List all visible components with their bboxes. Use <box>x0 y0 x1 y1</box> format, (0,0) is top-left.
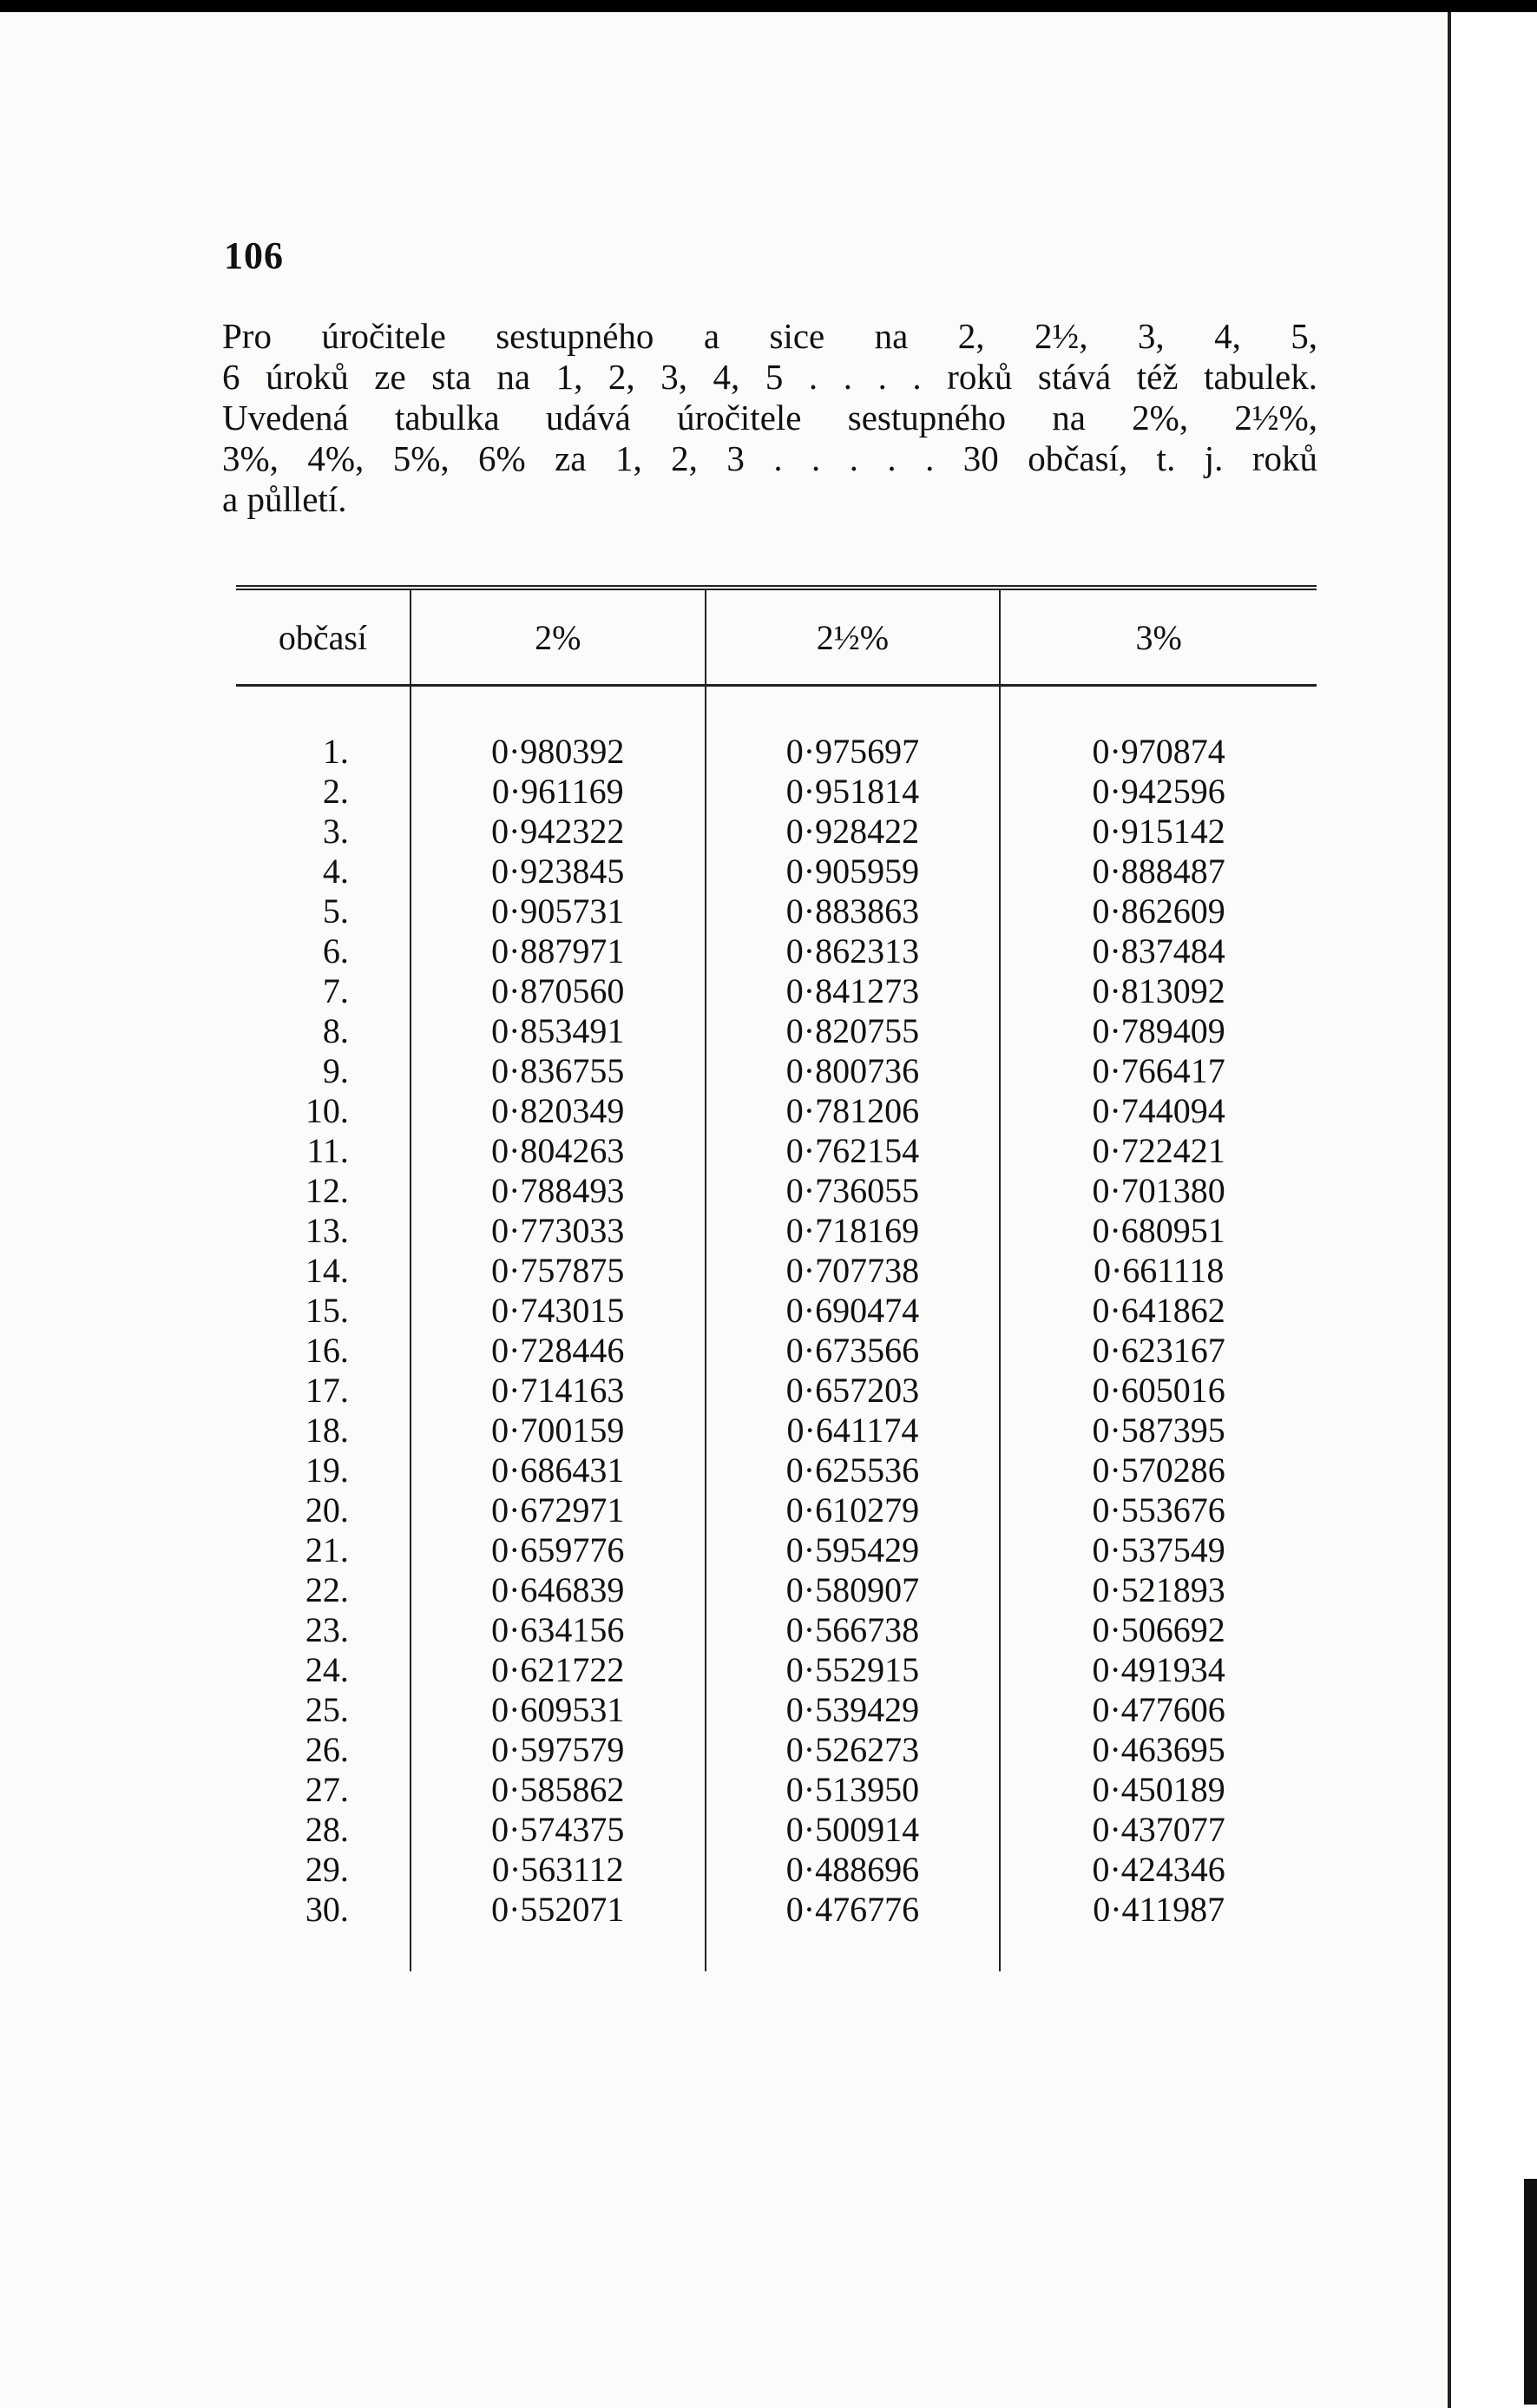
factor-cell: 0·450189 <box>1000 1770 1317 1810</box>
factor-cell: 0·707738 <box>706 1251 1001 1291</box>
factor-cell: 0·437077 <box>1000 1810 1317 1850</box>
factor-cell: 0·883863 <box>706 891 1001 931</box>
factor-cell: 0·773033 <box>411 1211 706 1251</box>
factor-cell: 0·476776 <box>706 1890 1001 1971</box>
factor-cell: 0·789409 <box>1000 1011 1317 1051</box>
factor-cell: 0·862313 <box>706 931 1001 971</box>
table-row <box>236 1251 1317 1291</box>
table-row <box>236 1690 1317 1730</box>
factor-cell: 0·743015 <box>411 1291 706 1331</box>
header-rate-2-5: 2½% <box>706 588 1001 686</box>
period-cell: 4. <box>322 852 349 891</box>
factor-cell: 0·500914 <box>706 1810 1001 1850</box>
factor-cell: 0·915142 <box>1000 812 1317 852</box>
factor-cell: 0·634156 <box>411 1610 706 1650</box>
table-row <box>236 1171 1317 1211</box>
table-row <box>236 772 1317 812</box>
factor-cell: 0·837484 <box>1000 931 1317 971</box>
table-row <box>236 1011 1317 1051</box>
factor-cell: 0·736055 <box>706 1171 1001 1211</box>
factor-cell: 0·641862 <box>1000 1291 1317 1331</box>
period-cell: 9. <box>322 1051 349 1090</box>
table-row <box>236 1131 1317 1171</box>
factor-cell: 0·905731 <box>411 891 706 931</box>
factor-cell: 0·862609 <box>1000 891 1317 931</box>
factor-cell: 0·970874 <box>1000 686 1317 773</box>
intro-line: a půlletí. <box>222 479 347 519</box>
factor-cell: 0·424346 <box>1000 1850 1317 1890</box>
table-row <box>236 1091 1317 1131</box>
factor-cell: 0·718169 <box>706 1211 1001 1251</box>
factor-cell: 0·552915 <box>706 1650 1001 1690</box>
factor-cell: 0·587395 <box>1000 1411 1317 1451</box>
factor-cell: 0·690474 <box>706 1291 1001 1331</box>
table-row <box>236 1211 1317 1251</box>
factor-cell: 0·942596 <box>1000 772 1317 812</box>
period-cell: 30. <box>305 1890 349 1929</box>
factor-cell: 0·870560 <box>411 971 706 1011</box>
factor-cell: 0·513950 <box>706 1770 1001 1810</box>
table-row <box>236 931 1317 971</box>
period-cell: 22. <box>305 1570 349 1609</box>
table-row <box>236 1331 1317 1371</box>
factor-cell: 0·700159 <box>411 1411 706 1451</box>
table-header-row <box>236 588 1317 686</box>
table-row <box>236 971 1317 1011</box>
factor-cell: 0·657203 <box>706 1371 1001 1411</box>
period-cell: 21. <box>305 1530 349 1569</box>
table-row <box>236 1371 1317 1411</box>
factor-cell: 0·623167 <box>1000 1331 1317 1371</box>
factor-cell: 0·488696 <box>706 1850 1001 1890</box>
discount-factor-table <box>236 585 1317 1971</box>
factor-cell: 0·659776 <box>411 1530 706 1570</box>
table-row <box>236 1770 1317 1810</box>
header-rate-2: 2% <box>411 588 706 686</box>
period-cell: 17. <box>305 1371 349 1410</box>
factor-cell: 0·888487 <box>1000 852 1317 891</box>
table-row <box>236 1490 1317 1530</box>
table-row <box>236 1411 1317 1451</box>
factor-cell: 0·744094 <box>1000 1091 1317 1131</box>
table-row <box>236 686 1317 773</box>
period-cell: 24. <box>305 1650 349 1689</box>
factor-cell: 0·980392 <box>411 686 706 773</box>
period-cell: 3. <box>322 812 349 851</box>
factor-cell: 0·722421 <box>1000 1131 1317 1171</box>
period-cell: 19. <box>305 1451 349 1490</box>
factor-cell: 0·961169 <box>411 772 706 812</box>
factor-cell: 0·820755 <box>706 1011 1001 1051</box>
factor-cell: 0·728446 <box>411 1331 706 1371</box>
page-number: 106 <box>224 234 284 277</box>
table-body <box>236 686 1317 1972</box>
period-cell: 28. <box>305 1810 349 1849</box>
factor-cell: 0·580907 <box>706 1570 1001 1610</box>
book-page <box>0 12 1451 2408</box>
factor-cell: 0·928422 <box>706 812 1001 852</box>
factor-cell: 0·621722 <box>411 1650 706 1690</box>
factor-cell: 0·766417 <box>1000 1051 1317 1091</box>
factor-cell: 0·836755 <box>411 1051 706 1091</box>
factor-cell: 0·813092 <box>1000 971 1317 1011</box>
factor-cell: 0·781206 <box>706 1091 1001 1131</box>
table-row <box>236 1570 1317 1610</box>
table-row <box>236 1051 1317 1091</box>
factor-cell: 0·887971 <box>411 931 706 971</box>
period-cell: 6. <box>322 931 349 970</box>
intro-line: Pro úročitele sestupného a sice na 2, 2½, 3, 4, 5, <box>222 316 1317 356</box>
factor-cell: 0·942322 <box>411 812 706 852</box>
period-cell: 14. <box>305 1251 349 1290</box>
period-cell: 2. <box>322 772 349 811</box>
factor-cell: 0·566738 <box>706 1610 1001 1650</box>
factor-cell: 0·574375 <box>411 1810 706 1850</box>
factor-cell: 0·853491 <box>411 1011 706 1051</box>
period-cell: 15. <box>305 1291 349 1330</box>
factor-cell: 0·641174 <box>706 1411 1001 1451</box>
intro-line: Uvedená tabulka udává úročitele sestupného na 2%, 2½%, <box>222 398 1317 438</box>
period-cell: 23. <box>305 1610 349 1649</box>
factor-cell: 0·597579 <box>411 1730 706 1770</box>
period-cell: 8. <box>322 1011 349 1050</box>
factor-cell: 0·661118 <box>1000 1251 1317 1291</box>
period-cell: 10. <box>305 1091 349 1130</box>
table-row <box>236 1810 1317 1850</box>
factor-cell: 0·605016 <box>1000 1371 1317 1411</box>
factor-cell: 0·411987 <box>1000 1890 1317 1971</box>
factor-cell: 0·625536 <box>706 1451 1001 1490</box>
period-cell: 11. <box>306 1131 349 1170</box>
factor-cell: 0·672971 <box>411 1490 706 1530</box>
factor-cell: 0·804263 <box>411 1131 706 1171</box>
period-cell: 18. <box>305 1411 349 1450</box>
factor-cell: 0·521893 <box>1000 1570 1317 1610</box>
factor-cell: 0·585862 <box>411 1770 706 1810</box>
factor-cell: 0·714163 <box>411 1371 706 1411</box>
factor-cell: 0·788493 <box>411 1171 706 1211</box>
period-cell: 25. <box>305 1690 349 1729</box>
factor-cell: 0·757875 <box>411 1251 706 1291</box>
factor-cell: 0·923845 <box>411 852 706 891</box>
intro-line: 3%, 4%, 5%, 6% za 1, 2, 3 . . . . . 30 občasí, t. j. roků <box>222 438 1317 478</box>
factor-cell: 0·506692 <box>1000 1610 1317 1650</box>
factor-cell: 0·905959 <box>706 852 1001 891</box>
factor-cell: 0·646839 <box>411 1570 706 1610</box>
header-period: občasí <box>236 588 411 686</box>
table-row <box>236 891 1317 931</box>
table-row <box>236 852 1317 891</box>
table-row <box>236 812 1317 852</box>
factor-cell: 0·820349 <box>411 1091 706 1131</box>
factor-cell: 0·680951 <box>1000 1211 1317 1251</box>
factor-cell: 0·841273 <box>706 971 1001 1011</box>
page-edge-shadow <box>1524 2179 1537 2405</box>
period-cell: 26. <box>305 1730 349 1769</box>
header-rate-3: 3% <box>1000 588 1317 686</box>
table-row <box>236 1451 1317 1490</box>
table-row <box>236 1650 1317 1690</box>
period-cell: 7. <box>322 971 349 1010</box>
period-cell: 12. <box>305 1171 349 1210</box>
factor-cell: 0·552071 <box>411 1890 706 1971</box>
table-row <box>236 1530 1317 1570</box>
factor-cell: 0·537549 <box>1000 1530 1317 1570</box>
factor-cell: 0·570286 <box>1000 1451 1317 1490</box>
factor-cell: 0·610279 <box>706 1490 1001 1530</box>
factor-cell: 0·563112 <box>411 1850 706 1890</box>
factor-cell: 0·701380 <box>1000 1171 1317 1211</box>
intro-paragraph <box>222 316 1317 520</box>
period-cell: 16. <box>305 1331 349 1370</box>
intro-line: 6 úroků ze sta na 1, 2, 3, 4, 5 . . . . roků stává též tabulek. <box>222 357 1317 397</box>
factor-cell: 0·595429 <box>706 1530 1001 1570</box>
period-cell: 29. <box>305 1850 349 1889</box>
period-cell: 20. <box>305 1490 349 1530</box>
factor-cell: 0·526273 <box>706 1730 1001 1770</box>
factor-cell: 0·553676 <box>1000 1490 1317 1530</box>
factor-cell: 0·539429 <box>706 1690 1001 1730</box>
factor-cell: 0·762154 <box>706 1131 1001 1171</box>
factor-cell: 0·673566 <box>706 1331 1001 1371</box>
table-row <box>236 1890 1317 1971</box>
factor-cell: 0·477606 <box>1000 1690 1317 1730</box>
table-row <box>236 1730 1317 1770</box>
table-row <box>236 1610 1317 1650</box>
factor-cell: 0·975697 <box>706 686 1001 773</box>
period-cell: 13. <box>305 1211 349 1250</box>
period-cell: 1. <box>322 732 349 771</box>
factor-cell: 0·686431 <box>411 1451 706 1490</box>
factor-cell: 0·463695 <box>1000 1730 1317 1770</box>
period-cell: 5. <box>322 891 349 931</box>
factor-cell: 0·951814 <box>706 772 1001 812</box>
factor-cell: 0·491934 <box>1000 1650 1317 1690</box>
factor-cell: 0·609531 <box>411 1690 706 1730</box>
period-cell: 27. <box>305 1770 349 1809</box>
factor-cell: 0·800736 <box>706 1051 1001 1091</box>
table-row <box>236 1291 1317 1331</box>
table-row <box>236 1850 1317 1890</box>
adjacent-page-edge <box>1451 12 1537 2408</box>
